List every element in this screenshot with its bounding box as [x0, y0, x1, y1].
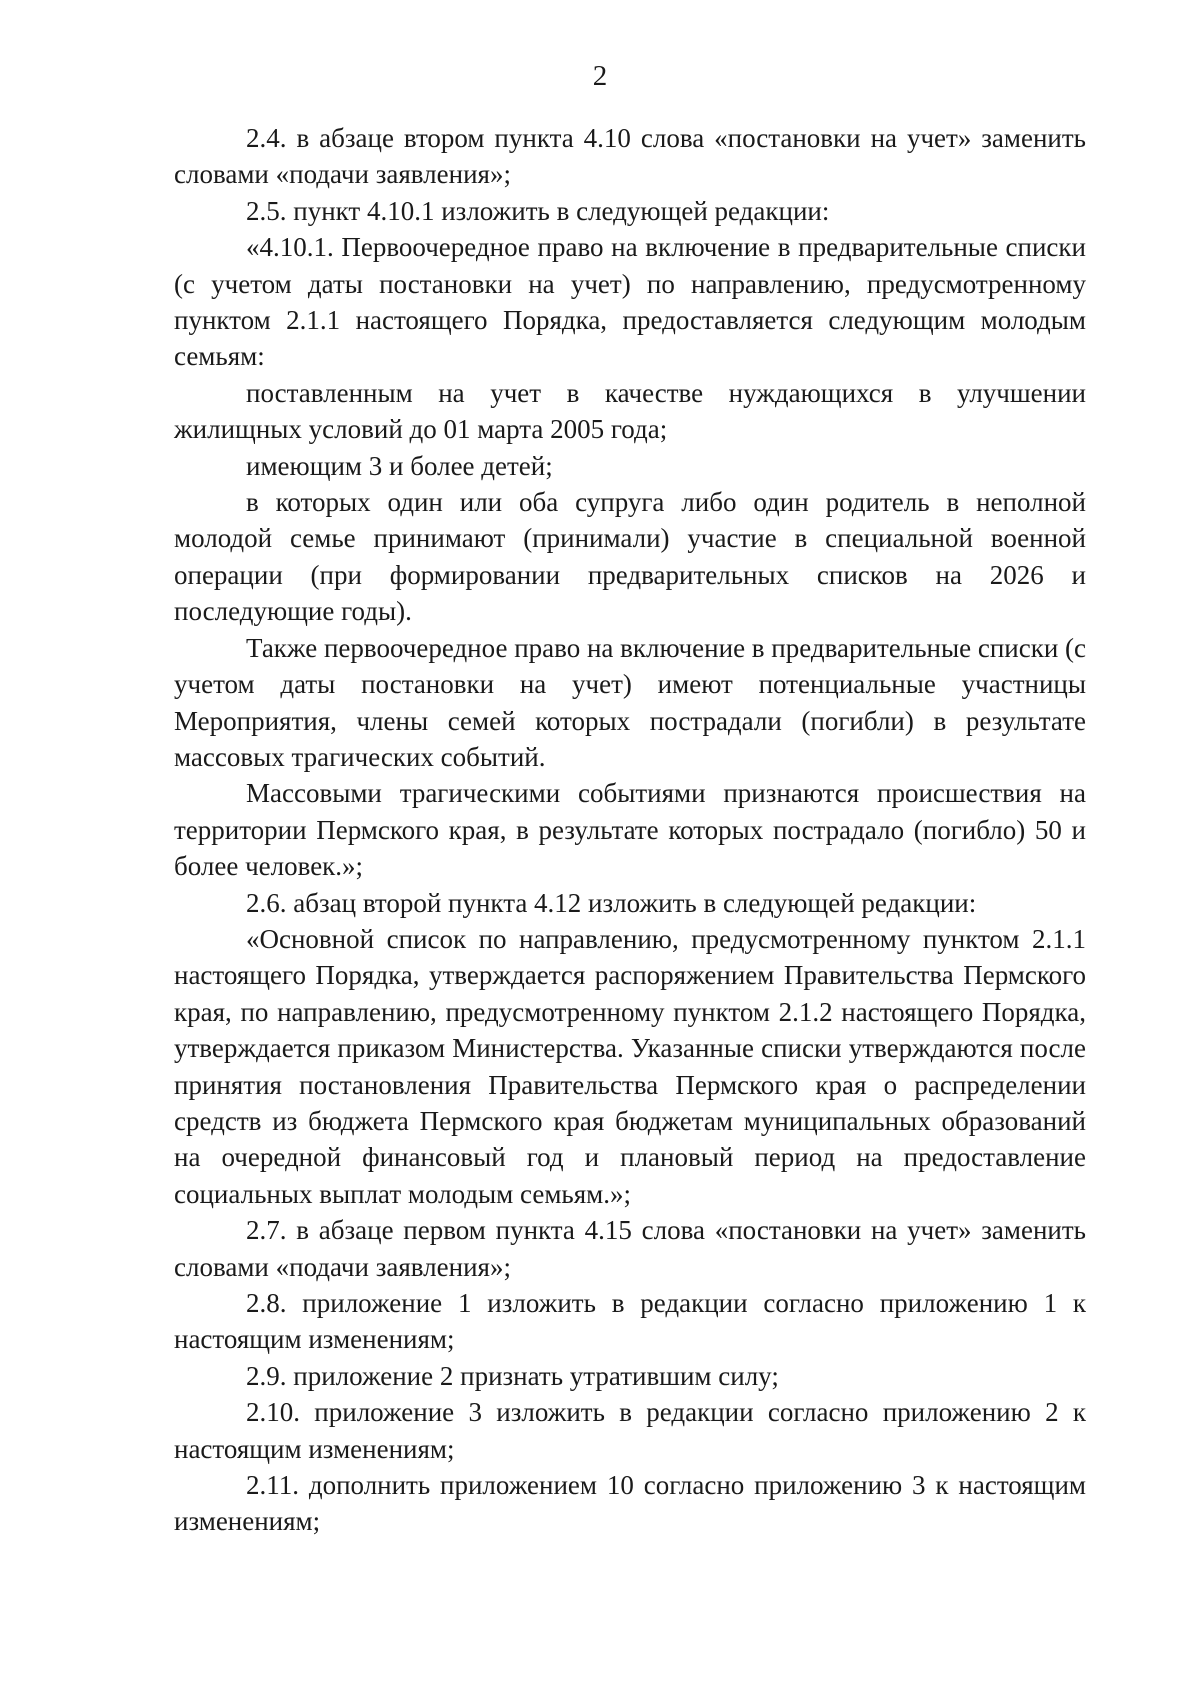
paragraph-2-6: 2.6. абзац второй пункта 4.12 изложить в следующей редакции: [246, 887, 977, 918]
paragraph-2-10: 2.10. приложение 3 изложить в редакции согласно приложению 2 к настоящим изменениям; [174, 1397, 1086, 1464]
paragraph-condition-registered: поставленным на учет в качестве нуждающихся в улучшении жилищных условий до 01 марта 2005 года; [174, 377, 1086, 445]
paragraph-2-5: 2.5. пункт 4.10.1 изложить в следующей редакции: [246, 195, 830, 226]
paragraph-2-11: 2.11. дополнить приложением 10 согласно приложению 3 к настоящим изменениям; [174, 1470, 1086, 1537]
paragraph-2-4: 2.4. в абзаце втором пункта 4.10 слова «постановки на учет» заменить словами «подачи заявления»; [174, 123, 1086, 190]
document-body [174, 120, 1086, 1540]
paragraph-condition-svo: в которых один или оба супруга либо один родитель в неполной молодой семье принимают (принимали) участие в специальной военной операции (при формировании предварительных списков на 2026 и последующие годы). [174, 487, 1086, 627]
paragraph-4-10-1: «4.10.1. Первоочередное право на включение в предварительные списки (с учетом даты постановки на учет) по направлению, предусмотренному пунктом 2.1.1 настоящего Порядка, предоставляется следующим молодым семьям: [174, 232, 1086, 372]
paragraph-2-9: 2.9. приложение 2 признать утратившим силу; [246, 1360, 779, 1391]
paragraph-condition-children: имеющим 3 и более детей; [246, 450, 553, 481]
page-number: 2 [592, 60, 608, 92]
paragraph-2-8: 2.8. приложение 1 изложить в редакции согласно приложению 1 к настоящим изменениям; [174, 1288, 1086, 1355]
paragraph-also-priority: Также первоочередное право на включение в предварительные списки (с учетом даты постановки на учет) имеют потенциальные участницы Мероприятия, члены семей которых пострадали (погибли) в результате массовых трагических событий. [174, 632, 1086, 772]
paragraph-main-list: «Основной список по направлению, предусмотренному пунктом 2.1.1 настоящего Порядка, утверждается распоряжением Правительства Пермского края, по направлению, предусмотренному пунктом 2.1.2 настоящего Порядка, утверждается приказом Министерства. Указанные списки утверждаются после принятия постановления Правительства Пермского края о распределении средств из бюджета Пермского края бюджетам муниципальных образований на очередной финансовый год и плановый период на предоставление социальных выплат молодым семьям.»; [174, 923, 1086, 1209]
paragraph-mass-events: Массовыми трагическими событиями признаются происшествия на территории Пермского края, в результате которых пострадало (погибло) 50 и более человек.»; [174, 778, 1086, 882]
paragraph-2-7: 2.7. в абзаце первом пункта 4.15 слова «постановки на учет» заменить словами «подачи заявления»; [174, 1215, 1086, 1282]
